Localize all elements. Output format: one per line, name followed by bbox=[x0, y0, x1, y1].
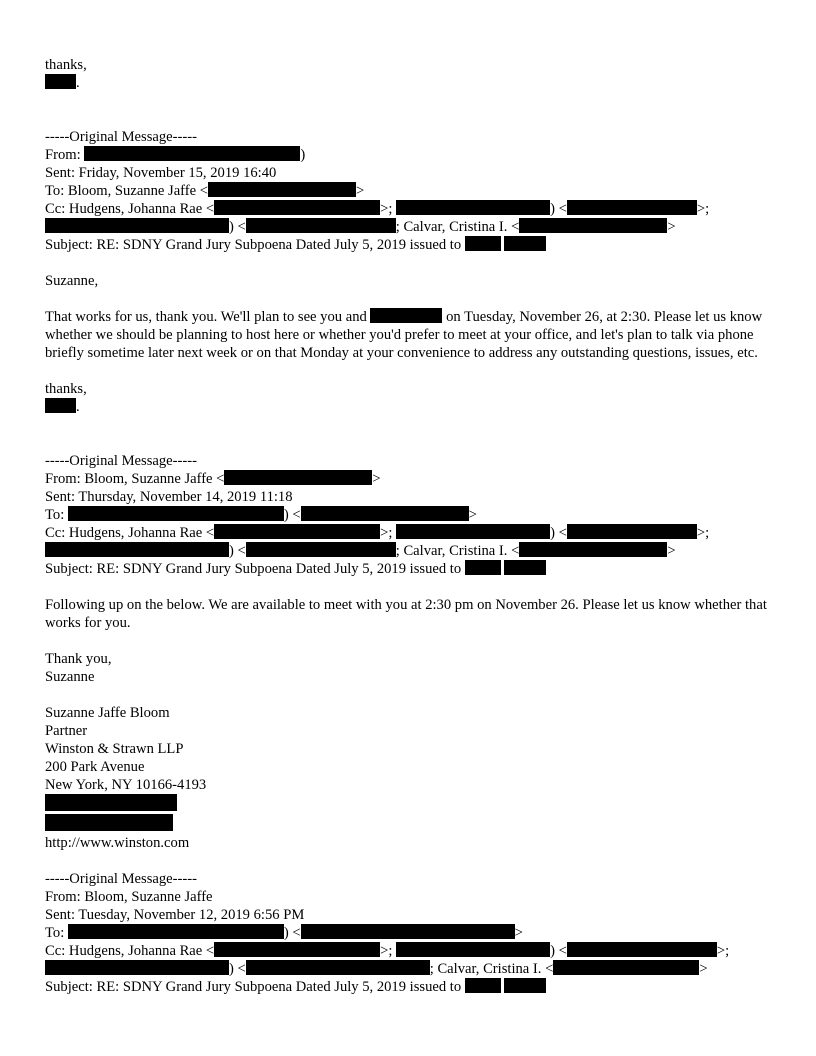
redaction-box bbox=[301, 506, 469, 521]
redaction-box bbox=[45, 542, 229, 557]
to-line: To: ) < > bbox=[45, 925, 523, 941]
redaction-box bbox=[465, 978, 501, 993]
signature-block bbox=[45, 704, 780, 852]
signoff-line: thanks, bbox=[45, 57, 87, 73]
from-line: From: ) bbox=[45, 147, 306, 163]
message-separator: -----Original Message----- bbox=[45, 453, 197, 469]
to-line: To: Bloom, Suzanne Jaffe < > bbox=[45, 183, 365, 199]
redaction-box bbox=[504, 236, 546, 251]
redaction-box bbox=[45, 814, 173, 831]
redaction-box bbox=[214, 200, 380, 215]
from-line: From: Bloom, Suzanne Jaffe bbox=[45, 889, 213, 905]
redaction-box bbox=[246, 960, 430, 975]
signature-name: Suzanne Jaffe Bloom bbox=[45, 705, 170, 721]
signature-redacted-line bbox=[45, 794, 780, 814]
signature-redacted-line bbox=[45, 814, 780, 834]
cc-line: Cc: Hudgens, Johanna Rae < >; ) < >; bbox=[45, 943, 730, 959]
redaction-box bbox=[396, 942, 550, 957]
closing-name: Suzanne bbox=[45, 669, 95, 685]
sent-line: Sent: Thursday, November 14, 2019 11:18 bbox=[45, 489, 293, 505]
cc-line-continued: ) < ; Calvar, Cristina I. < > bbox=[45, 542, 780, 560]
original-message-3 bbox=[45, 870, 780, 996]
redaction-box bbox=[45, 794, 177, 811]
signature-url: http://www.winston.com bbox=[45, 835, 190, 851]
message-body: That works for us, thank you. We'll plan to see you and on Tuesday, November 26, at 2:30. Please let us know whether we should be planning to host here or whether you'd prefer to meet at your office, and let's plan to talk via phone briefly sometime later next week or on that Monday at your convenience to address any outstanding questions, issues, etc. bbox=[45, 309, 763, 361]
redaction-box bbox=[45, 74, 76, 89]
redaction-box bbox=[84, 146, 300, 161]
sent-line: Sent: Friday, November 15, 2019 16:40 bbox=[45, 165, 277, 181]
redaction-box bbox=[504, 560, 546, 575]
closing: Thank you, bbox=[45, 651, 112, 667]
redaction-box bbox=[553, 960, 699, 975]
signature-address-line2: New York, NY 10166-4193 bbox=[45, 777, 207, 793]
subject-line: Subject: RE: SDNY Grand Jury Subpoena Dated July 5, 2019 issued to bbox=[45, 978, 780, 996]
signoff-line: thanks, bbox=[45, 381, 87, 397]
signature-title: Partner bbox=[45, 723, 88, 739]
subject-line: Subject: RE: SDNY Grand Jury Subpoena Dated July 5, 2019 issued to bbox=[45, 560, 780, 578]
redaction-box bbox=[301, 924, 515, 939]
redaction-box bbox=[68, 924, 284, 939]
redaction-box bbox=[224, 470, 372, 485]
cc-line: Cc: Hudgens, Johanna Rae < >; ) < >; bbox=[45, 201, 710, 217]
cc-line: Cc: Hudgens, Johanna Rae < >; ) < >; bbox=[45, 525, 710, 541]
redaction-box bbox=[567, 524, 697, 539]
redaction-box bbox=[396, 524, 550, 539]
greeting: Suzanne, bbox=[45, 273, 99, 289]
signature-address-line1: 200 Park Avenue bbox=[45, 759, 145, 775]
redaction-box bbox=[45, 960, 229, 975]
sender-initials-line: . bbox=[45, 398, 780, 416]
cc-line-continued: ) < ; Calvar, Cristina I. < > bbox=[45, 218, 780, 236]
redaction-box bbox=[396, 200, 550, 215]
signature-firm: Winston & Strawn LLP bbox=[45, 741, 184, 757]
sent-line: Sent: Tuesday, November 12, 2019 6:56 PM bbox=[45, 907, 305, 923]
email-thread bbox=[45, 56, 780, 996]
redaction-box bbox=[68, 506, 284, 521]
redaction-box bbox=[465, 560, 501, 575]
redaction-box bbox=[214, 942, 380, 957]
redaction-box bbox=[465, 236, 501, 251]
redaction-box bbox=[246, 542, 396, 557]
from-line: From: Bloom, Suzanne Jaffe < > bbox=[45, 471, 381, 487]
message-body: Following up on the below. We are available to meet with you at 2:30 pm on November 26. Please let us know whether that works for you. bbox=[45, 597, 767, 631]
redaction-box bbox=[519, 542, 667, 557]
to-line: To: ) < > bbox=[45, 507, 477, 523]
redaction-box bbox=[214, 524, 380, 539]
redaction-box bbox=[208, 182, 356, 197]
redaction-box bbox=[567, 200, 697, 215]
message-separator: -----Original Message----- bbox=[45, 871, 197, 887]
subject-line: Subject: RE: SDNY Grand Jury Subpoena Dated July 5, 2019 issued to bbox=[45, 236, 780, 254]
redaction-box bbox=[567, 942, 717, 957]
redaction-box bbox=[504, 978, 546, 993]
original-message-1 bbox=[45, 128, 780, 416]
redaction-box bbox=[45, 218, 229, 233]
redaction-box bbox=[519, 218, 667, 233]
redaction-box bbox=[246, 218, 396, 233]
cc-line-continued: ) < ; Calvar, Cristina I. < > bbox=[45, 960, 780, 978]
redaction-box bbox=[370, 308, 442, 323]
original-message-2 bbox=[45, 452, 780, 852]
redaction-box bbox=[45, 398, 76, 413]
message-separator: -----Original Message----- bbox=[45, 129, 197, 145]
sender-initials-line: . bbox=[45, 74, 780, 92]
